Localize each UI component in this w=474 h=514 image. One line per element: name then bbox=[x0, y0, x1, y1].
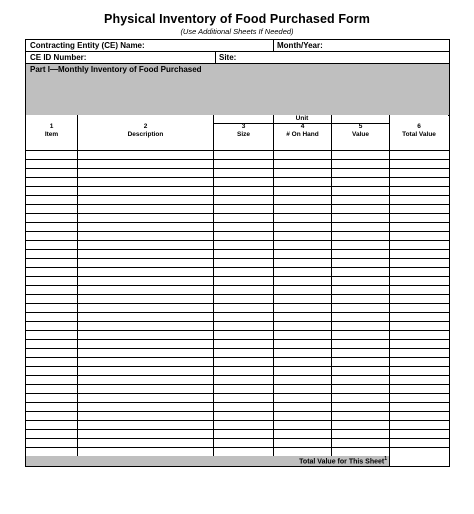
cell-value[interactable] bbox=[332, 286, 390, 294]
header-row-entity bbox=[26, 40, 449, 52]
cell-size[interactable] bbox=[214, 340, 274, 348]
cell-item[interactable] bbox=[26, 151, 78, 159]
cell-on-hand[interactable] bbox=[274, 178, 332, 186]
cell-value[interactable] bbox=[332, 421, 390, 429]
cell-total-value[interactable] bbox=[390, 349, 448, 357]
cell-description[interactable] bbox=[78, 286, 214, 294]
cell-on-hand[interactable] bbox=[274, 151, 332, 159]
cell-size[interactable] bbox=[214, 169, 274, 177]
cell-size[interactable] bbox=[214, 142, 274, 150]
cell-on-hand[interactable] bbox=[274, 376, 332, 384]
table-row bbox=[26, 385, 449, 394]
cell-item[interactable] bbox=[26, 349, 78, 357]
table-row bbox=[26, 295, 449, 304]
cell-size[interactable] bbox=[214, 349, 274, 357]
cell-on-hand[interactable] bbox=[274, 331, 332, 339]
cell-size[interactable] bbox=[214, 412, 274, 420]
cell-item[interactable] bbox=[26, 250, 78, 258]
cell-item[interactable] bbox=[26, 214, 78, 222]
table-row bbox=[26, 340, 449, 349]
cell-description[interactable] bbox=[78, 178, 214, 186]
cell-total-value[interactable] bbox=[390, 259, 448, 267]
cell-description[interactable] bbox=[78, 421, 214, 429]
cell-total-value[interactable] bbox=[390, 430, 448, 438]
cell-size[interactable] bbox=[214, 295, 274, 303]
cell-size[interactable] bbox=[214, 421, 274, 429]
cell-item[interactable] bbox=[26, 340, 78, 348]
cell-item[interactable] bbox=[26, 196, 78, 204]
cell-size[interactable] bbox=[214, 232, 274, 240]
cell-description[interactable] bbox=[78, 268, 214, 276]
cell-on-hand[interactable] bbox=[274, 367, 332, 375]
cell-total-value[interactable] bbox=[390, 142, 448, 150]
cell-on-hand[interactable] bbox=[274, 250, 332, 258]
cell-item[interactable] bbox=[26, 448, 78, 456]
form-subtitle: (Use Additional Sheets If Needed) bbox=[180, 27, 294, 36]
cell-item[interactable] bbox=[26, 277, 78, 285]
column-number: 1 bbox=[49, 123, 54, 130]
table-row bbox=[26, 358, 449, 367]
contracting-entity-label: Contracting Entity (CE) Name: bbox=[30, 41, 145, 50]
cell-value[interactable] bbox=[332, 385, 390, 393]
column-number: 6 bbox=[417, 123, 421, 130]
cell-total-value[interactable] bbox=[390, 277, 448, 285]
table-row bbox=[26, 376, 449, 385]
cell-item[interactable] bbox=[26, 385, 78, 393]
table-row bbox=[26, 250, 449, 259]
table-row bbox=[26, 178, 449, 187]
cell-value[interactable] bbox=[332, 313, 390, 321]
cell-total-value[interactable] bbox=[390, 367, 448, 375]
cell-on-hand[interactable] bbox=[274, 241, 332, 249]
cell-size[interactable] bbox=[214, 286, 274, 294]
cell-value[interactable] bbox=[332, 205, 390, 213]
table-row bbox=[26, 187, 449, 196]
cell-size[interactable] bbox=[214, 304, 274, 312]
cell-size[interactable] bbox=[214, 430, 274, 438]
cell-item[interactable] bbox=[26, 430, 78, 438]
cell-on-hand[interactable] bbox=[274, 259, 332, 267]
cell-item[interactable] bbox=[26, 295, 78, 303]
cell-size[interactable] bbox=[214, 385, 274, 393]
cell-on-hand[interactable] bbox=[274, 196, 332, 204]
cell-value[interactable] bbox=[332, 259, 390, 267]
cell-value[interactable] bbox=[332, 277, 390, 285]
cell-item[interactable] bbox=[26, 241, 78, 249]
column-name: Description bbox=[127, 131, 164, 138]
table-row bbox=[26, 277, 449, 286]
cell-item[interactable] bbox=[26, 376, 78, 384]
cell-value[interactable] bbox=[332, 232, 390, 240]
header-row-ce-id bbox=[26, 52, 449, 64]
cell-item[interactable] bbox=[26, 187, 78, 195]
total-footnote: 1 bbox=[384, 456, 387, 462]
cell-item[interactable] bbox=[26, 286, 78, 294]
cell-total-value[interactable] bbox=[390, 403, 448, 411]
cell-value[interactable] bbox=[332, 160, 390, 168]
cell-item[interactable] bbox=[26, 259, 78, 267]
cell-total-value[interactable] bbox=[390, 160, 448, 168]
cell-size[interactable] bbox=[214, 376, 274, 384]
cell-on-hand[interactable] bbox=[274, 304, 332, 312]
column-number: 5 bbox=[358, 123, 363, 130]
cell-total-value[interactable] bbox=[390, 421, 448, 429]
cell-item[interactable] bbox=[26, 403, 78, 411]
cell-on-hand[interactable] bbox=[274, 169, 332, 177]
cell-on-hand[interactable] bbox=[274, 205, 332, 213]
cell-item[interactable] bbox=[26, 232, 78, 240]
cell-total-value[interactable] bbox=[390, 376, 448, 384]
table-row bbox=[26, 304, 449, 313]
cell-value[interactable] bbox=[332, 268, 390, 276]
cell-total-value[interactable] bbox=[390, 169, 448, 177]
cell-size[interactable] bbox=[214, 331, 274, 339]
cell-description[interactable] bbox=[78, 187, 214, 195]
total-label bbox=[299, 456, 387, 465]
total-value-field[interactable] bbox=[389, 456, 449, 466]
table-row bbox=[26, 259, 449, 268]
cell-description[interactable] bbox=[78, 205, 214, 213]
cell-on-hand[interactable] bbox=[274, 430, 332, 438]
cell-value[interactable] bbox=[332, 322, 390, 330]
table-row bbox=[26, 394, 449, 403]
cell-size[interactable] bbox=[214, 403, 274, 411]
cell-total-value[interactable] bbox=[390, 304, 448, 312]
cell-on-hand[interactable] bbox=[274, 421, 332, 429]
cell-on-hand[interactable] bbox=[274, 295, 332, 303]
cell-total-value[interactable] bbox=[390, 187, 448, 195]
table-row bbox=[26, 430, 449, 439]
cell-item[interactable] bbox=[26, 358, 78, 366]
cell-description[interactable] bbox=[78, 439, 214, 447]
table-row bbox=[26, 439, 449, 448]
table-row bbox=[26, 223, 449, 232]
cell-on-hand[interactable] bbox=[274, 349, 332, 357]
cell-value[interactable] bbox=[332, 151, 390, 159]
cell-size[interactable] bbox=[214, 322, 274, 330]
cell-on-hand[interactable] bbox=[274, 394, 332, 402]
column-number: 3 bbox=[241, 123, 246, 130]
cell-value[interactable] bbox=[332, 304, 390, 312]
cell-item[interactable] bbox=[26, 160, 78, 168]
cell-value[interactable] bbox=[332, 349, 390, 357]
cell-description[interactable] bbox=[78, 331, 214, 339]
cell-total-value[interactable] bbox=[390, 232, 448, 240]
table-row bbox=[26, 412, 449, 421]
cell-total-value[interactable] bbox=[390, 223, 448, 231]
cell-total-value[interactable] bbox=[390, 205, 448, 213]
cell-value[interactable] bbox=[332, 241, 390, 249]
cell-total-value[interactable] bbox=[390, 151, 448, 159]
cell-size[interactable] bbox=[214, 259, 274, 267]
column-number: 4 bbox=[300, 123, 305, 130]
cell-description[interactable] bbox=[78, 367, 214, 375]
cell-size[interactable] bbox=[214, 367, 274, 375]
cell-description[interactable] bbox=[78, 169, 214, 177]
cell-item[interactable] bbox=[26, 223, 78, 231]
cell-item[interactable] bbox=[26, 313, 78, 321]
column-number: 2 bbox=[143, 123, 148, 130]
table-row bbox=[26, 331, 449, 340]
cell-on-hand[interactable] bbox=[274, 403, 332, 411]
cell-total-value[interactable] bbox=[390, 358, 448, 366]
cell-on-hand[interactable] bbox=[274, 268, 332, 276]
cell-size[interactable] bbox=[214, 448, 274, 456]
table-row bbox=[26, 160, 449, 169]
section-part-1 bbox=[26, 64, 449, 116]
cell-on-hand[interactable] bbox=[274, 439, 332, 447]
cell-value[interactable] bbox=[332, 394, 390, 402]
cell-size[interactable] bbox=[214, 313, 274, 321]
table-row bbox=[26, 421, 449, 430]
column-header-item bbox=[26, 115, 78, 142]
header-divider bbox=[273, 40, 274, 51]
cell-item[interactable] bbox=[26, 178, 78, 186]
cell-value[interactable] bbox=[332, 178, 390, 186]
inventory-form bbox=[25, 39, 450, 467]
cell-total-value[interactable] bbox=[390, 448, 448, 456]
cell-item[interactable] bbox=[26, 331, 78, 339]
inventory-table bbox=[26, 115, 449, 466]
cell-on-hand[interactable] bbox=[274, 322, 332, 330]
cell-total-value[interactable] bbox=[390, 178, 448, 186]
cell-on-hand[interactable] bbox=[274, 448, 332, 456]
column-name: Size bbox=[236, 131, 250, 138]
cell-size[interactable] bbox=[214, 187, 274, 195]
cell-size[interactable] bbox=[214, 151, 274, 159]
table-row bbox=[26, 232, 449, 241]
table-row bbox=[26, 169, 449, 178]
cell-description[interactable] bbox=[78, 349, 214, 357]
cell-item[interactable] bbox=[26, 439, 78, 447]
column-header-description bbox=[78, 115, 214, 142]
cell-description[interactable] bbox=[78, 151, 214, 159]
cell-value[interactable] bbox=[332, 223, 390, 231]
cell-size[interactable] bbox=[214, 439, 274, 447]
cell-on-hand[interactable] bbox=[274, 214, 332, 222]
cell-total-value[interactable] bbox=[390, 250, 448, 258]
table-row bbox=[26, 151, 449, 160]
column-name: Total Value bbox=[402, 131, 436, 138]
cell-value[interactable] bbox=[332, 376, 390, 384]
cell-total-value[interactable] bbox=[390, 439, 448, 447]
cell-size[interactable] bbox=[214, 394, 274, 402]
cell-description[interactable] bbox=[78, 250, 214, 258]
cell-total-value[interactable] bbox=[390, 196, 448, 204]
table-row bbox=[26, 214, 449, 223]
column-name: Value bbox=[352, 131, 369, 138]
cell-item[interactable] bbox=[26, 412, 78, 420]
section-title: Part I—Monthly Inventory of Food Purchased bbox=[30, 65, 202, 74]
cell-value[interactable] bbox=[332, 430, 390, 438]
cell-description[interactable] bbox=[78, 142, 214, 150]
cell-item[interactable] bbox=[26, 421, 78, 429]
cell-description[interactable] bbox=[78, 358, 214, 366]
table-row bbox=[26, 367, 449, 376]
cell-on-hand[interactable] bbox=[274, 385, 332, 393]
cell-description[interactable] bbox=[78, 340, 214, 348]
cell-description[interactable] bbox=[78, 412, 214, 420]
cell-on-hand[interactable] bbox=[274, 358, 332, 366]
ce-id-label: CE ID Number: bbox=[30, 53, 87, 62]
header-divider bbox=[215, 52, 216, 63]
cell-description[interactable] bbox=[78, 241, 214, 249]
cell-value[interactable] bbox=[332, 250, 390, 258]
cell-item[interactable] bbox=[26, 304, 78, 312]
table-row bbox=[26, 142, 449, 151]
cell-description[interactable] bbox=[78, 322, 214, 330]
cell-description[interactable] bbox=[78, 259, 214, 267]
cell-description[interactable] bbox=[78, 160, 214, 168]
table-row bbox=[26, 268, 449, 277]
cell-description[interactable] bbox=[78, 196, 214, 204]
cell-on-hand[interactable] bbox=[274, 187, 332, 195]
cell-description[interactable] bbox=[78, 304, 214, 312]
cell-value[interactable] bbox=[332, 295, 390, 303]
cell-item[interactable] bbox=[26, 367, 78, 375]
cell-on-hand[interactable] bbox=[274, 142, 332, 150]
cell-total-value[interactable] bbox=[390, 394, 448, 402]
form-title: Physical Inventory of Food Purchased Form bbox=[104, 12, 370, 26]
total-label-text: Total Value for This Sheet bbox=[299, 458, 385, 466]
cell-description[interactable] bbox=[78, 313, 214, 321]
cell-size[interactable] bbox=[214, 178, 274, 186]
cell-description[interactable] bbox=[78, 448, 214, 456]
site-label: Site: bbox=[219, 53, 237, 62]
cell-size[interactable] bbox=[214, 196, 274, 204]
cell-size[interactable] bbox=[214, 277, 274, 285]
table-row bbox=[26, 313, 449, 322]
cell-value[interactable] bbox=[332, 187, 390, 195]
cell-description[interactable] bbox=[78, 376, 214, 384]
month-year-label: Month/Year: bbox=[277, 41, 323, 50]
cell-value[interactable] bbox=[332, 403, 390, 411]
cell-size[interactable] bbox=[214, 205, 274, 213]
cell-description[interactable] bbox=[78, 295, 214, 303]
cell-description[interactable] bbox=[78, 223, 214, 231]
table-row bbox=[26, 403, 449, 412]
cell-on-hand[interactable] bbox=[274, 340, 332, 348]
cell-item[interactable] bbox=[26, 205, 78, 213]
cell-item[interactable] bbox=[26, 142, 78, 150]
cell-size[interactable] bbox=[214, 268, 274, 276]
cell-on-hand[interactable] bbox=[274, 412, 332, 420]
column-name: # On Hand bbox=[286, 131, 319, 138]
cell-item[interactable] bbox=[26, 322, 78, 330]
cell-value[interactable] bbox=[332, 214, 390, 222]
cell-value[interactable] bbox=[332, 448, 390, 456]
cell-total-value[interactable] bbox=[390, 313, 448, 321]
cell-description[interactable] bbox=[78, 232, 214, 240]
cell-on-hand[interactable] bbox=[274, 277, 332, 285]
table-row bbox=[26, 196, 449, 205]
cell-on-hand[interactable] bbox=[274, 286, 332, 294]
cell-total-value[interactable] bbox=[390, 241, 448, 249]
cell-on-hand[interactable] bbox=[274, 232, 332, 240]
table-row bbox=[26, 241, 449, 250]
cell-description[interactable] bbox=[78, 214, 214, 222]
column-name: Item bbox=[44, 131, 59, 138]
table-row bbox=[26, 322, 449, 331]
cell-on-hand[interactable] bbox=[274, 313, 332, 321]
cell-size[interactable] bbox=[214, 223, 274, 231]
cell-total-value[interactable] bbox=[390, 340, 448, 348]
cell-value[interactable] bbox=[332, 358, 390, 366]
cell-total-value[interactable] bbox=[390, 295, 448, 303]
cell-total-value[interactable] bbox=[390, 412, 448, 420]
cell-on-hand[interactable] bbox=[274, 223, 332, 231]
table-row bbox=[26, 286, 449, 295]
cell-value[interactable] bbox=[332, 340, 390, 348]
cell-size[interactable] bbox=[214, 214, 274, 222]
cell-on-hand[interactable] bbox=[274, 160, 332, 168]
cell-item[interactable] bbox=[26, 394, 78, 402]
cell-description[interactable] bbox=[78, 277, 214, 285]
table-row bbox=[26, 205, 449, 214]
total-row bbox=[26, 456, 449, 466]
cell-description[interactable] bbox=[78, 403, 214, 411]
cell-total-value[interactable] bbox=[390, 331, 448, 339]
column-header-total-value bbox=[390, 115, 448, 142]
cell-value[interactable] bbox=[332, 412, 390, 420]
cell-total-value[interactable] bbox=[390, 385, 448, 393]
cell-description[interactable] bbox=[78, 385, 214, 393]
cell-total-value[interactable] bbox=[390, 322, 448, 330]
cell-value[interactable] bbox=[332, 367, 390, 375]
cell-size[interactable] bbox=[214, 241, 274, 249]
cell-item[interactable] bbox=[26, 268, 78, 276]
cell-value[interactable] bbox=[332, 331, 390, 339]
cell-total-value[interactable] bbox=[390, 286, 448, 294]
cell-total-value[interactable] bbox=[390, 268, 448, 276]
cell-description[interactable] bbox=[78, 430, 214, 438]
cell-total-value[interactable] bbox=[390, 214, 448, 222]
table-row bbox=[26, 349, 449, 358]
cell-value[interactable] bbox=[332, 196, 390, 204]
cell-size[interactable] bbox=[214, 358, 274, 366]
cell-description[interactable] bbox=[78, 394, 214, 402]
unit-group-label: Unit bbox=[214, 115, 390, 124]
cell-size[interactable] bbox=[214, 250, 274, 258]
cell-value[interactable] bbox=[332, 142, 390, 150]
cell-item[interactable] bbox=[26, 169, 78, 177]
cell-value[interactable] bbox=[332, 169, 390, 177]
cell-value[interactable] bbox=[332, 439, 390, 447]
cell-size[interactable] bbox=[214, 160, 274, 168]
